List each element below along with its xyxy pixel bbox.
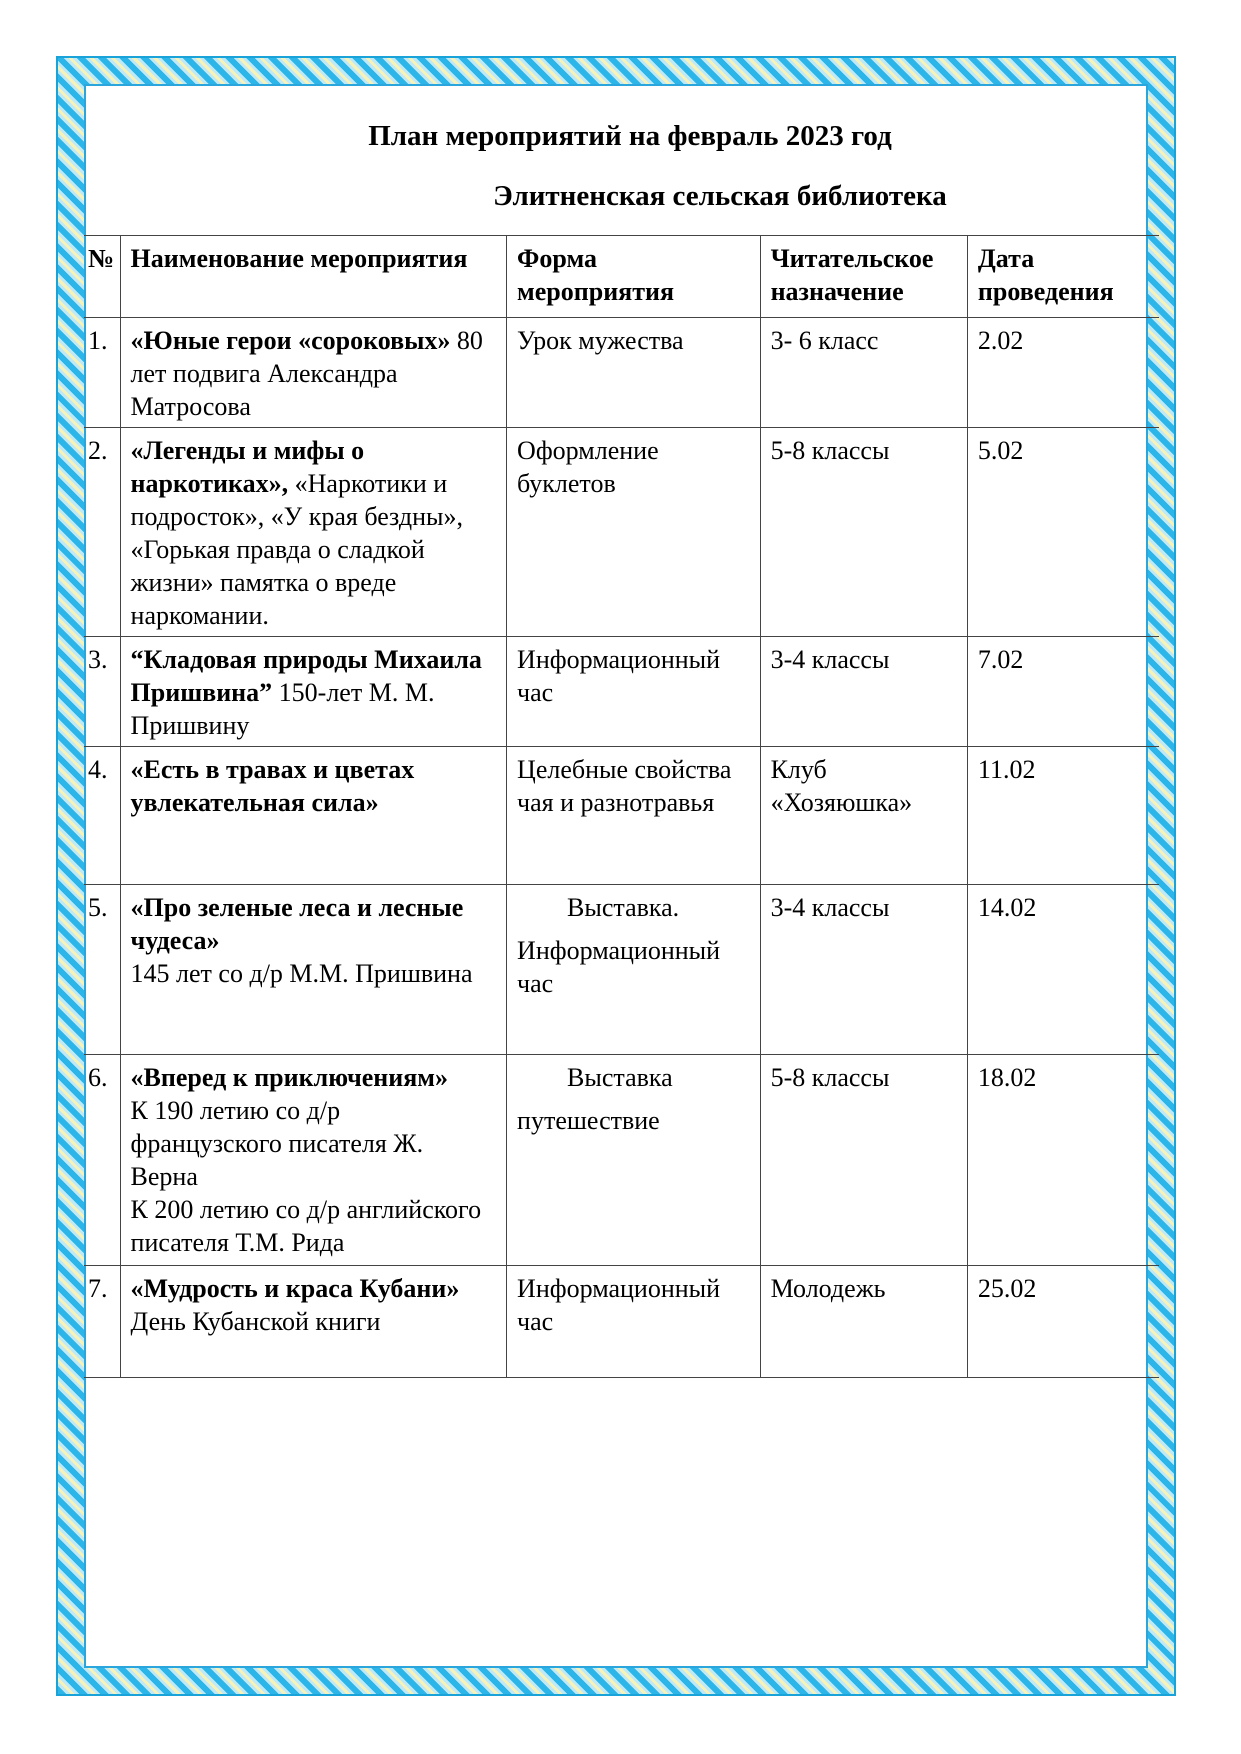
event-form: Информационный час bbox=[507, 637, 761, 747]
event-form: Целебные свойства чая и разнотравья bbox=[507, 747, 761, 885]
row-num: 7. bbox=[84, 1266, 120, 1378]
event-name bbox=[120, 747, 507, 885]
event-form-line1: Выставка. bbox=[567, 893, 680, 922]
event-form-line2: путешествие bbox=[517, 1106, 660, 1135]
events-table bbox=[84, 235, 1159, 1378]
event-title: «Мудрость и краса Кубани» bbox=[130, 1274, 460, 1303]
event-audience: 5-8 классы bbox=[760, 1055, 967, 1266]
event-title: «Юные герои «сороковых» bbox=[130, 326, 451, 355]
event-form: Урок мужества bbox=[507, 318, 761, 428]
header-name: Наименование мероприятия bbox=[120, 236, 507, 318]
library-name: Элитненская сельская библиотека bbox=[493, 180, 947, 212]
event-description: 150-лет М. М. Пришвину bbox=[130, 678, 435, 740]
header-form: Форма мероприятия bbox=[507, 236, 761, 318]
table-row bbox=[84, 428, 1159, 637]
event-description-2: К 200 летию со д/р английского писателя Т.М. Рида bbox=[130, 1195, 482, 1257]
table-row bbox=[84, 747, 1159, 885]
event-name bbox=[120, 428, 507, 637]
event-audience: 3- 6 класс bbox=[760, 318, 967, 428]
header-audience: Читательское назначение bbox=[760, 236, 967, 318]
event-title: «Есть в травах и цветах увлекательная сила» bbox=[130, 755, 415, 817]
table-row bbox=[84, 1055, 1159, 1266]
row-num: 2. bbox=[84, 428, 120, 637]
event-audience: 3-4 классы bbox=[760, 885, 967, 1055]
table-header-row bbox=[84, 236, 1159, 318]
event-date: 2.02 bbox=[967, 318, 1159, 428]
event-title: «Вперед к приключениям» bbox=[130, 1063, 449, 1092]
row-num: 6. bbox=[84, 1055, 120, 1266]
event-date: 14.02 bbox=[967, 885, 1159, 1055]
row-num: 1. bbox=[84, 318, 120, 428]
event-name bbox=[120, 1266, 507, 1378]
event-form-line1: Выставка bbox=[567, 1063, 673, 1092]
event-description: «Наркотики и подросток», «У края бездны», «Горькая правда о сладкой жизни» памятка о вреде наркомании. bbox=[130, 469, 463, 630]
row-num: 3. bbox=[84, 637, 120, 747]
event-date: 7.02 bbox=[967, 637, 1159, 747]
event-name bbox=[120, 318, 507, 428]
event-date: 5.02 bbox=[967, 428, 1159, 637]
event-name bbox=[120, 885, 507, 1055]
event-audience: Клуб «Хозяюшка» bbox=[760, 747, 967, 885]
table-row bbox=[84, 885, 1159, 1055]
event-date: 11.02 bbox=[967, 747, 1159, 885]
event-form bbox=[507, 885, 761, 1055]
header-date: Дата проведения bbox=[967, 236, 1159, 318]
event-description: День Кубанской книги bbox=[130, 1307, 381, 1336]
event-form bbox=[507, 1055, 761, 1266]
event-form-line2: Информационный час bbox=[517, 936, 721, 998]
event-date: 25.02 bbox=[967, 1266, 1159, 1378]
table-row bbox=[84, 1266, 1159, 1378]
event-description: К 190 летию со д/р французского писателя Ж. Верна bbox=[130, 1096, 424, 1191]
event-description: 145 лет со д/р М.М. Пришвина bbox=[130, 959, 473, 988]
event-title: «Про зеленые леса и лесные чудеса» bbox=[130, 893, 464, 955]
event-name bbox=[120, 637, 507, 747]
event-title: “Кладовая природы Михаила Пришвина” bbox=[130, 645, 482, 707]
row-num: 5. bbox=[84, 885, 120, 1055]
event-date: 18.02 bbox=[967, 1055, 1159, 1266]
header-num: № bbox=[84, 236, 120, 318]
event-name bbox=[120, 1055, 507, 1266]
event-audience: 3-4 классы bbox=[760, 637, 967, 747]
document-title: План мероприятий на февраль 2023 год bbox=[368, 120, 892, 152]
event-form: Оформление буклетов bbox=[507, 428, 761, 637]
event-description: 80 лет подвига Александра Матросова bbox=[130, 326, 483, 421]
event-audience: 5-8 классы bbox=[760, 428, 967, 637]
row-num: 4. bbox=[84, 747, 120, 885]
event-audience: Молодежь bbox=[760, 1266, 967, 1378]
event-form: Информационный час bbox=[507, 1266, 761, 1378]
table-row bbox=[84, 637, 1159, 747]
table-row bbox=[84, 318, 1159, 428]
event-title: «Легенды и мифы о наркотиках», bbox=[130, 436, 365, 498]
